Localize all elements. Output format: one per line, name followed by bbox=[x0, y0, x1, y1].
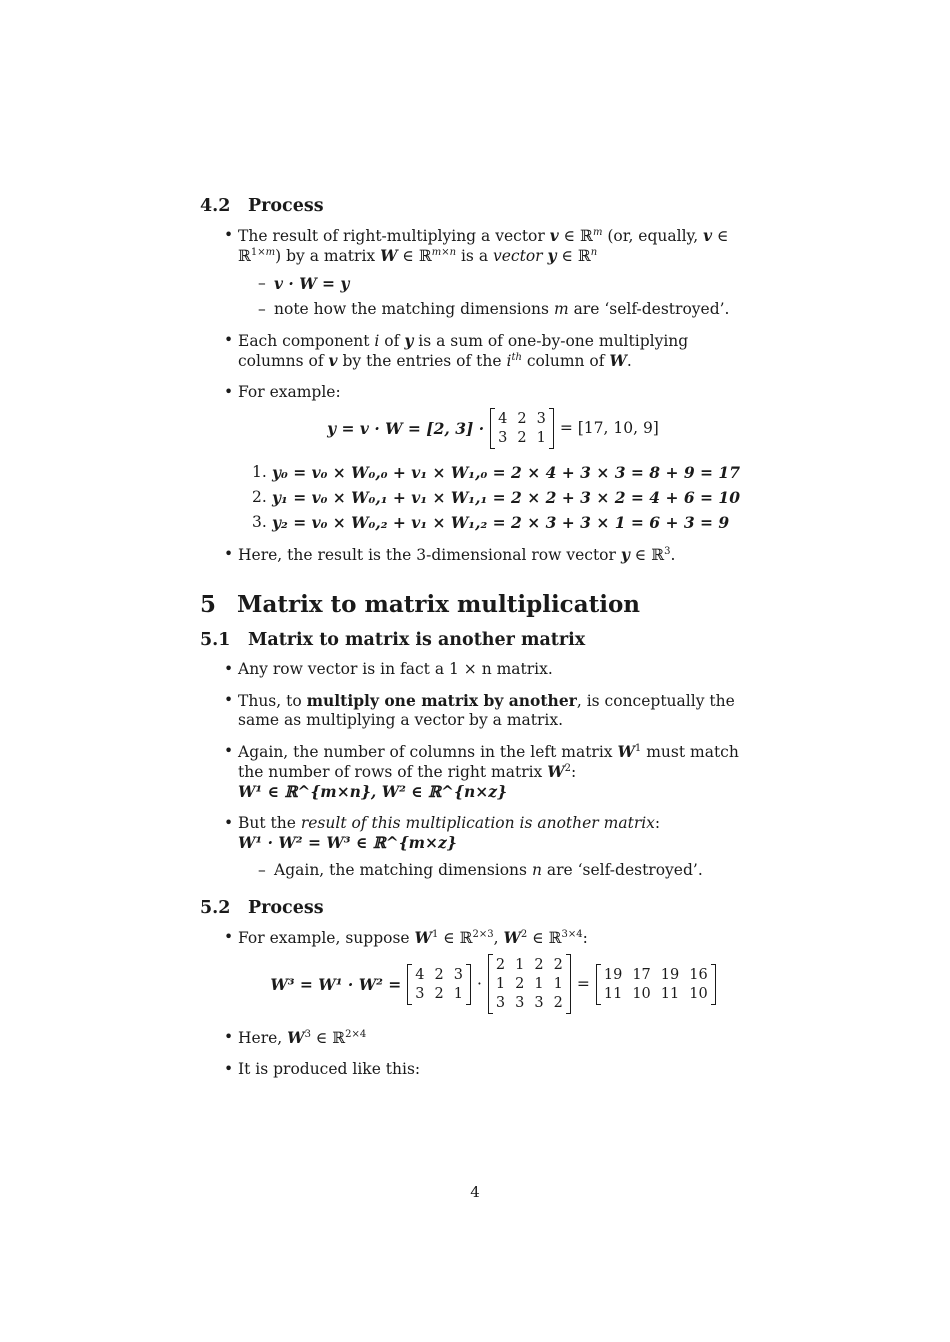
matrix-cell: 2 bbox=[517, 411, 527, 427]
list-item: • Each component i of y is a sum of one-by-one multiplying columns of v by the entries of the $i^{th}$ column of W. bbox=[200, 331, 748, 371]
matrix-cell: 3 bbox=[495, 995, 506, 1011]
matrix-cell: 2 bbox=[534, 957, 544, 973]
matrix-cell: 3 bbox=[534, 995, 544, 1011]
matrix-cell: 4 bbox=[415, 966, 425, 983]
matrix-cell: 3 bbox=[498, 430, 508, 446]
matrix-cell: 2 bbox=[517, 430, 527, 446]
matrix-cell: 11 bbox=[660, 985, 680, 1002]
list-item: • Any row vector is in fact a 1 × n matrix. bbox=[200, 660, 748, 679]
matrix bbox=[596, 964, 716, 1005]
list-item: – note how the matching dimensions m are ‘self-destroyed’. bbox=[238, 300, 748, 319]
section-title: Process bbox=[248, 898, 324, 918]
list-item: • For example: y = v · W = [2, 3] · 4 2 3 3 2 1 = [17, 10, 9] 1. y₀ = v₀ × W₀,₀ + v₁ × W₁,₀ = 2 × 4 + 3 × 3 = 8 + 9 = 17 2. y₁ = v₀ × W₀,₁ + v₁ × W₁,₁ = 2 × 2 + 3 × 2 = 4 + 6 = 10 3. y₂ = v₀ × W₀,₂ + v₁ × W₁,₂ = 2 × 3 + 3 × 1 = 6 + 3 = 9 bbox=[200, 383, 748, 533]
display-equation: W³ = W¹ · W² = 4 2 3 3 2 1 · 2 1 2 2 1 2 1 1 3 3 3 2 = 19 17 19 16 11 10 11 10 bbox=[238, 954, 748, 1014]
sub-list bbox=[238, 274, 748, 319]
list-item: • For example, suppose $W^1$ ∈ ℝ$^{2\times 3}$, $W^2$ ∈ ℝ$^{3\times 4}$: W³ = W¹ · W² = 4 2 3 3 2 1 · 2 1 2 2 1 2 1 1 3 3 3 2 = 19 17 19 16 11 10 11 10 bbox=[200, 928, 748, 1014]
bullet-list bbox=[200, 226, 748, 565]
section-heading bbox=[200, 630, 748, 650]
matrix-cell: 2 bbox=[434, 966, 444, 983]
list-item: 1. y₀ = v₀ × W₀,₀ + v₁ × W₁,₀ = 2 × 4 + 3 × 3 = 8 + 9 = 17 bbox=[252, 463, 741, 482]
page-content bbox=[200, 196, 748, 1091]
list-item: • Here, the result is the 3-dimensional row vector y ∈ ℝ$^3$. bbox=[200, 545, 748, 565]
sub-list bbox=[238, 861, 748, 880]
section-number: 5 bbox=[200, 591, 217, 618]
matrix-cell: 3 bbox=[536, 411, 546, 427]
matrix-cell: 17 bbox=[632, 966, 651, 983]
matrix-cell: 1 bbox=[515, 957, 525, 973]
display-equation: y = v · W = [2, 3] · 4 2 3 3 2 1 = [17, 10, 9] bbox=[238, 408, 748, 449]
section-number: 4.2 bbox=[200, 196, 231, 216]
section-number: 5.2 bbox=[200, 898, 231, 918]
matrix-cell: 3 bbox=[453, 966, 463, 983]
matrix bbox=[488, 954, 571, 1014]
list-item: • The result of right-multiplying a vector v ∈ ℝ$^m$ (or, equally, v ∈ ℝ$^{1\times m}$) by a matrix W ∈ ℝ$^{m\times n}$ is a vector y ∈ ℝ$^n$ – v · W = y – note how the matching dimensions m are ‘self-destroyed’. bbox=[200, 226, 748, 319]
list-item: – v · W = y bbox=[238, 274, 748, 294]
bullet-list bbox=[200, 928, 748, 1079]
matrix-cell: 10 bbox=[689, 985, 708, 1002]
matrix-cell: 1 bbox=[453, 985, 463, 1002]
list-item: • It is produced like this: bbox=[200, 1060, 748, 1079]
list-item: • Thus, to multiply one matrix by another, is conceptually the same as multiplying a vector by a matrix. bbox=[200, 691, 748, 730]
section-heading bbox=[200, 898, 748, 918]
bullet-list bbox=[200, 660, 748, 880]
matrix-cell: 2 bbox=[495, 957, 506, 973]
matrix-cell: 4 bbox=[498, 411, 508, 427]
section-title: Matrix to matrix is another matrix bbox=[248, 630, 586, 650]
section-title: Process bbox=[248, 196, 324, 216]
matrix-cell: 10 bbox=[632, 985, 651, 1002]
matrix-cell: 2 bbox=[553, 995, 563, 1011]
matrix-cell: 2 bbox=[553, 957, 563, 973]
section-title: Matrix to matrix multiplication bbox=[237, 591, 641, 618]
matrix-cell: 1 bbox=[553, 976, 563, 992]
section-heading bbox=[200, 196, 748, 216]
matrix-cell: 2 bbox=[515, 976, 525, 992]
matrix-cell: 1 bbox=[495, 976, 506, 992]
list-item: – Again, the matching dimensions n are ‘self-destroyed’. bbox=[238, 861, 748, 880]
matrix-cell: 16 bbox=[689, 966, 708, 983]
matrix-cell: 1 bbox=[534, 976, 544, 992]
matrix-cell: 11 bbox=[603, 985, 623, 1002]
matrix bbox=[407, 964, 471, 1005]
section-number: 5.1 bbox=[200, 630, 231, 650]
list-item: 3. y₂ = v₀ × W₀,₂ + v₁ × W₁,₂ = 2 × 3 + 3 × 1 = 6 + 3 = 9 bbox=[252, 513, 730, 532]
matrix-cell: 19 bbox=[660, 966, 680, 983]
matrix-cell: 19 bbox=[603, 966, 623, 983]
list-item: 2. y₁ = v₀ × W₀,₁ + v₁ × W₁,₁ = 2 × 2 + 3 × 2 = 4 + 6 = 10 bbox=[252, 488, 741, 507]
matrix bbox=[490, 408, 554, 449]
list-item: • Again, the number of columns in the left matrix $W^1$ must match the number of rows of the right matrix $W^2$: W¹ ∈ ℝ^{m×n}, W² ∈ ℝ^{n×z} bbox=[200, 742, 748, 802]
matrix-cell: 3 bbox=[515, 995, 525, 1011]
matrix-cell: 3 bbox=[415, 985, 425, 1002]
matrix-cell: 2 bbox=[434, 985, 444, 1002]
matrix-cell: 1 bbox=[536, 430, 546, 446]
page-number: 4 bbox=[470, 1183, 480, 1201]
numbered-list bbox=[238, 463, 748, 533]
list-item: • Here, $W^3$ ∈ ℝ$^{2\times 4}$ bbox=[200, 1028, 748, 1048]
section-heading bbox=[200, 591, 748, 618]
list-item: • But the result of this multiplication is another matrix: W¹ · W² = W³ ∈ ℝ^{m×z} – Again, the matching dimensions n are ‘self-destroyed’. bbox=[200, 814, 748, 880]
